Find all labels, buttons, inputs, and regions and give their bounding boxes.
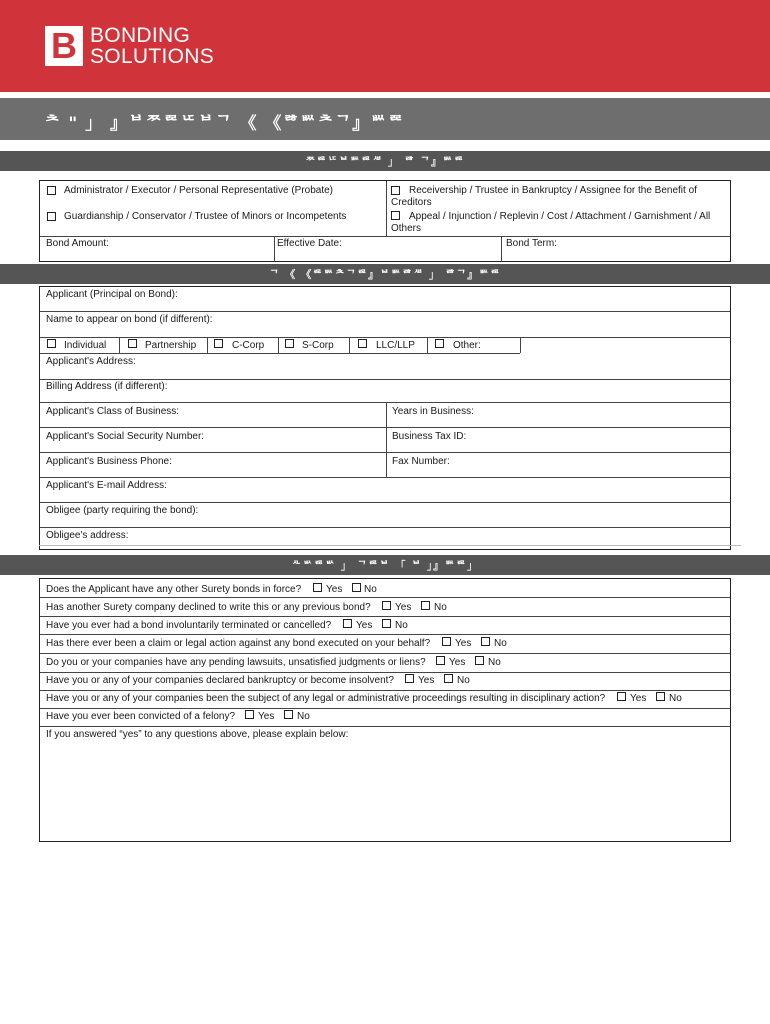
question-text: Have you or any of your companies declared bankruptcy or become insolvent?: [46, 675, 394, 686]
no-label: No: [669, 693, 682, 704]
explanation-area[interactable]: [44, 743, 726, 837]
no-label: No: [457, 675, 470, 686]
label-appeal: Appeal / Injunction / Replevin / Cost / Attachment / Garnishment / All Others: [391, 211, 711, 234]
yes-label: Yes: [418, 675, 435, 686]
no-label: No: [297, 711, 310, 722]
no-label: No: [494, 638, 507, 649]
checkbox-no[interactable]: [475, 656, 484, 665]
no-label: No: [364, 584, 377, 595]
logo-word-solutions: SOLUTIONS: [90, 45, 215, 68]
checkbox-guardianship[interactable]: [47, 212, 56, 221]
label-c-corp: C-Corp: [232, 340, 265, 351]
checkbox-yes[interactable]: [405, 674, 414, 683]
checkbox-c-corp[interactable]: [214, 339, 223, 348]
label-individual: Individual: [64, 340, 107, 351]
ssn-label: Applicant's Social Security Number:: [46, 431, 205, 442]
name-on-bond-label: Name to appear on bond (if different):: [46, 314, 213, 325]
bond-amount-label: Bond Amount:: [46, 238, 109, 249]
yes-label: Yes: [356, 620, 373, 631]
logo-letter: B: [51, 25, 77, 66]
obligee-label: Obligee (party requiring the bond):: [46, 505, 199, 516]
checkbox-yes[interactable]: [442, 637, 451, 646]
effective-date-label: Effective Date:: [277, 238, 342, 249]
checkbox-individual[interactable]: [47, 339, 56, 348]
question-text: Do you or your companies have any pending lawsuits, unsatisfied judgments or liens?: [46, 657, 426, 668]
brand-header: [0, 0, 770, 92]
business-phone-label: Applicant's Business Phone:: [46, 456, 172, 467]
checkbox-no[interactable]: [481, 637, 490, 646]
tax-id-label: Business Tax ID:: [392, 431, 467, 442]
checkbox-yes[interactable]: [343, 619, 352, 628]
question-text: Have you ever been convicted of a felony?: [46, 711, 236, 722]
checkbox-yes[interactable]: [382, 601, 391, 610]
fax-number-label: Fax Number:: [392, 456, 450, 467]
checkbox-no[interactable]: [444, 674, 453, 683]
section-underwriting-header: [0, 555, 770, 575]
checkbox-yes[interactable]: [436, 656, 445, 665]
checkbox-yes[interactable]: [617, 692, 626, 701]
billing-address-label: Billing Address (if different):: [46, 381, 168, 392]
label-s-corp: S-Corp: [302, 340, 334, 351]
question-text: Has there ever been a claim or legal action against any bond executed on your behalf?: [46, 638, 431, 649]
applicant-box: [39, 286, 731, 550]
checkbox-other[interactable]: [435, 339, 444, 348]
checkbox-no[interactable]: [352, 583, 361, 592]
logo-mark: [45, 26, 83, 66]
checkbox-partnership[interactable]: [128, 339, 137, 348]
yes-label: Yes: [449, 657, 466, 668]
label-guardianship: Guardianship / Conservator / Trustee of Minors or Incompetents: [64, 211, 347, 222]
checkbox-administrator[interactable]: [47, 186, 56, 195]
section-underwriting-title: ᄮᄡᄙᄡ 」 ᄀᄙᄇ 「 ᄇ 」』ᄥᄙ」: [291, 560, 479, 572]
email-label: Applicant's E-mail Address:: [46, 480, 167, 491]
no-label: No: [395, 620, 408, 631]
label-llc-llp: LLC/LLP: [376, 340, 415, 351]
checkbox-s-corp[interactable]: [285, 339, 294, 348]
checkbox-yes[interactable]: [245, 710, 254, 719]
label-partnership: Partnership: [145, 340, 197, 351]
bond-term-label: Bond Term:: [506, 238, 557, 249]
section-applicant-header: [0, 264, 770, 284]
obligee-address-label: Obligee's address:: [46, 530, 129, 541]
applicant-principal-label: Applicant (Principal on Bond):: [46, 289, 178, 300]
checkbox-yes[interactable]: [313, 583, 322, 592]
yes-label: Yes: [258, 711, 275, 722]
checkbox-no[interactable]: [382, 619, 391, 628]
yes-label: Yes: [395, 602, 412, 613]
section-bond-type-header: [0, 151, 770, 171]
bond-type-box: [39, 180, 731, 262]
explain-label: If you answered “yes” to any questions above, please explain below:: [46, 729, 349, 740]
question-text: Have you or any of your companies been the subject of any legal or administrative proceedings resulting in disciplinary action?: [46, 693, 606, 704]
no-label: No: [434, 602, 447, 613]
yes-label: Yes: [326, 584, 343, 595]
logo-word-bonding: BONDING: [90, 24, 191, 47]
section-applicant-title: ᄀ 《 《ᄙᄥᄎᄀᄙ』ᄇᄥᄚᄲ 」 ᄚᄀ』ᄥᄙ: [268, 269, 502, 281]
checkbox-no[interactable]: [421, 601, 430, 610]
checkbox-no[interactable]: [284, 710, 293, 719]
label-receivership: Receivership / Trustee in Bankruptcy / Assignee for the Benefit of Creditors: [391, 185, 697, 208]
question-text: Have you ever had a bond involuntarily terminated or cancelled?: [46, 620, 332, 631]
form-title: ᄎ " 」 』ᄇᄍᄙᄕᄇᄀ 《 《ᄚᄥᄎᄀ』ᄥᄙ: [44, 114, 405, 134]
yes-label: Yes: [455, 638, 472, 649]
question-text: Does the Applicant have any other Surety bonds in force?: [46, 584, 302, 595]
yes-label: Yes: [630, 693, 647, 704]
no-label: No: [488, 657, 501, 668]
label-other: Other:: [453, 340, 481, 351]
checkbox-no[interactable]: [656, 692, 665, 701]
class-of-business-label: Applicant's Class of Business:: [46, 406, 180, 417]
section-bond-type-title: ᄍᄙᄕᄇᄥᄙᄲ 」 ᄚ ᄀ』ᄥᄙ: [305, 156, 465, 168]
applicant-address-label: Applicant's Address:: [46, 356, 136, 367]
questions-box: [39, 578, 731, 842]
years-in-business-label: Years in Business:: [392, 406, 474, 417]
form-title-bar: [0, 98, 770, 140]
question-text: Has another Surety company declined to write this or any previous bond?: [46, 602, 371, 613]
checkbox-llc-llp[interactable]: [358, 339, 367, 348]
label-administrator: Administrator / Executor / Personal Representative (Probate): [64, 185, 334, 196]
